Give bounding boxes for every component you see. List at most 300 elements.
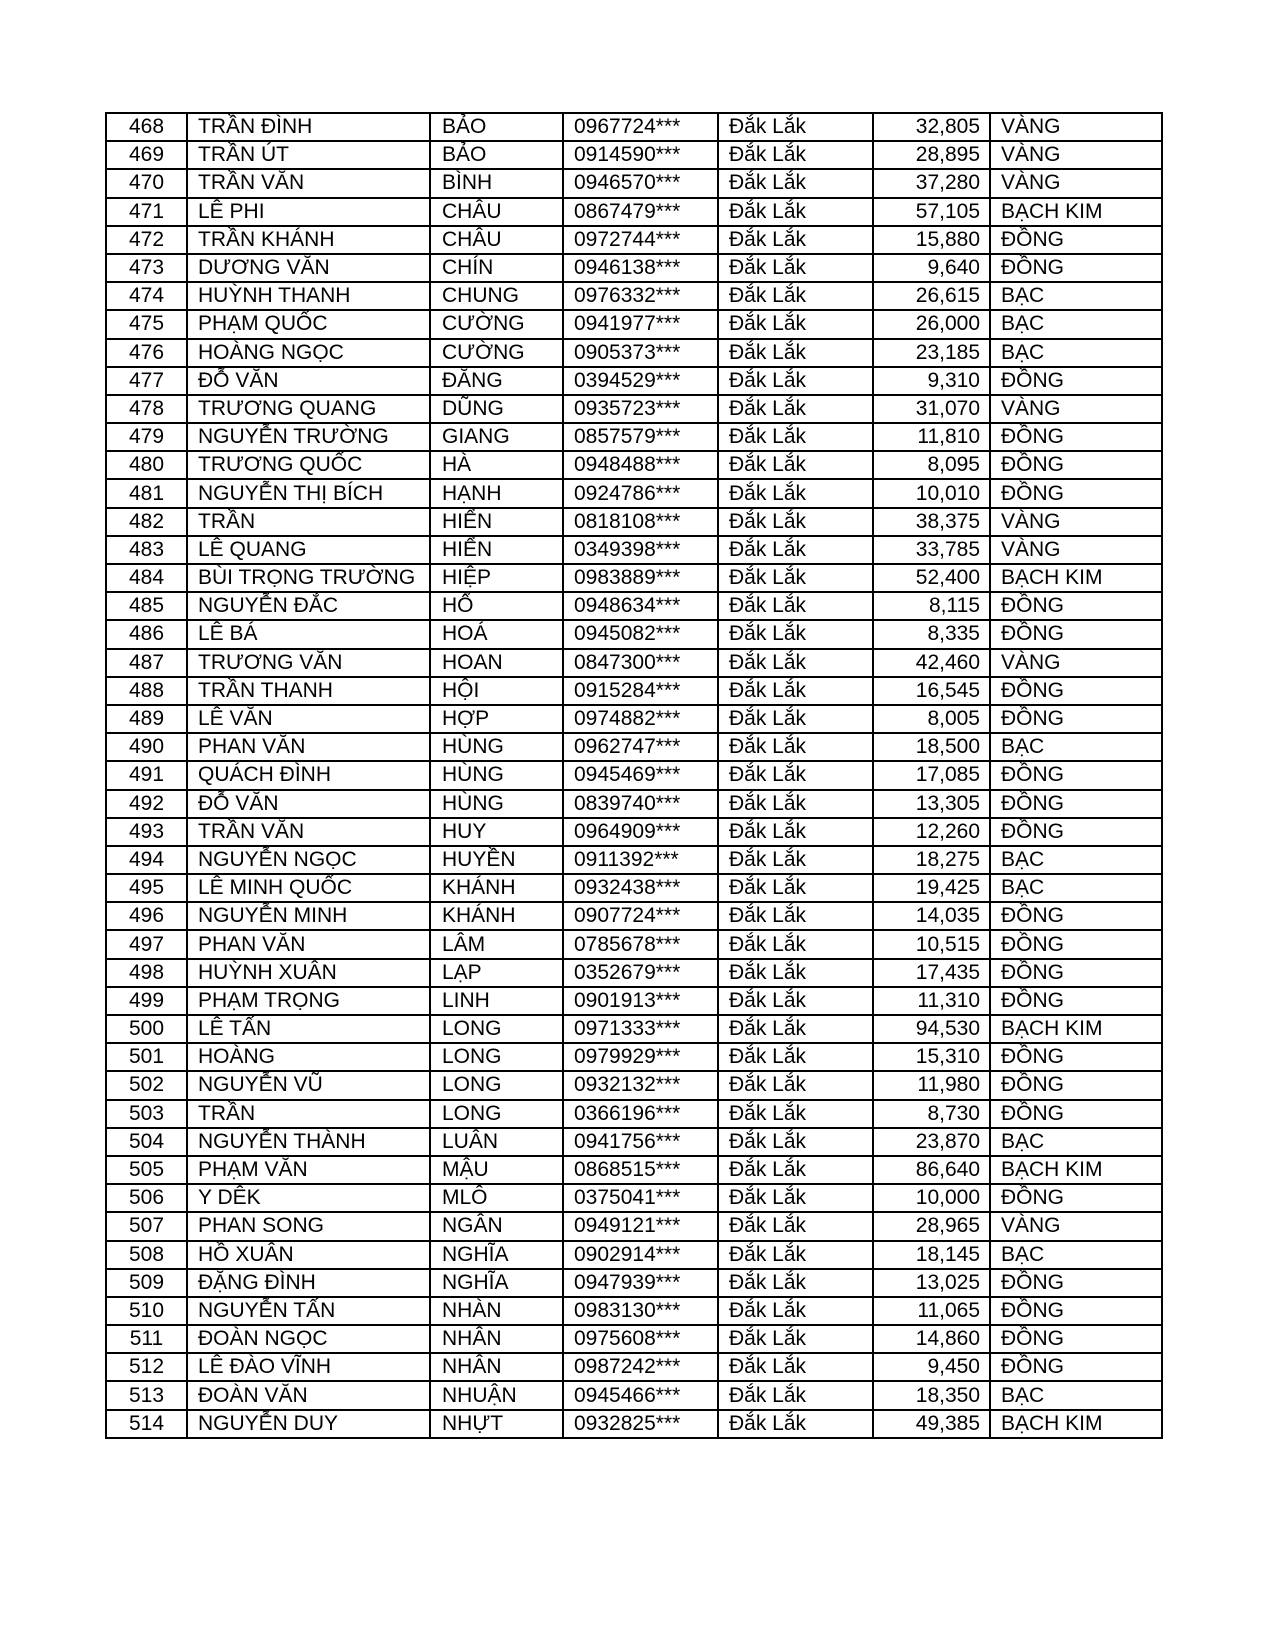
tier-cell: ĐỒNG bbox=[990, 987, 1162, 1015]
last-middle-name-cell: HOÀNG bbox=[187, 1043, 430, 1071]
phone-cell: 0964909*** bbox=[563, 818, 718, 846]
tier-cell: BẠC bbox=[990, 282, 1162, 310]
phone-cell: 0902914*** bbox=[563, 1241, 718, 1269]
table-row bbox=[106, 1015, 1162, 1043]
points-cell: 17,435 bbox=[873, 959, 990, 987]
province-cell: Đắk Lắk bbox=[718, 451, 873, 479]
tier-cell: BẠCH KIM bbox=[990, 564, 1162, 592]
tier-cell: BẠCH KIM bbox=[990, 1156, 1162, 1184]
first-name-cell: HUY bbox=[430, 818, 563, 846]
stt-cell: 474 bbox=[106, 282, 187, 310]
table-row bbox=[106, 1212, 1162, 1240]
tier-cell: BẠC bbox=[990, 874, 1162, 902]
table-row bbox=[106, 451, 1162, 479]
tier-cell: ĐỒNG bbox=[990, 705, 1162, 733]
phone-cell: 0932132*** bbox=[563, 1071, 718, 1099]
tier-cell: ĐỒNG bbox=[990, 423, 1162, 451]
phone-cell: 0901913*** bbox=[563, 987, 718, 1015]
tier-cell: ĐỒNG bbox=[990, 1353, 1162, 1381]
tier-cell: ĐỒNG bbox=[990, 818, 1162, 846]
stt-cell: 484 bbox=[106, 564, 187, 592]
first-name-cell: HẠNH bbox=[430, 479, 563, 507]
stt-cell: 503 bbox=[106, 1100, 187, 1128]
phone-cell: 0962747*** bbox=[563, 733, 718, 761]
first-name-cell: MẬU bbox=[430, 1156, 563, 1184]
phone-cell: 0915284*** bbox=[563, 677, 718, 705]
province-cell: Đắk Lắk bbox=[718, 479, 873, 507]
stt-cell: 495 bbox=[106, 874, 187, 902]
phone-cell: 0948488*** bbox=[563, 451, 718, 479]
last-middle-name-cell: BÙI TRỌNG TRƯỜNG bbox=[187, 564, 430, 592]
last-middle-name-cell: TRẦN bbox=[187, 508, 430, 536]
stt-cell: 500 bbox=[106, 1015, 187, 1043]
table-row bbox=[106, 113, 1162, 141]
table-row bbox=[106, 1071, 1162, 1099]
province-cell: Đắk Lắk bbox=[718, 1353, 873, 1381]
points-cell: 26,000 bbox=[873, 310, 990, 338]
points-cell: 26,615 bbox=[873, 282, 990, 310]
stt-cell: 493 bbox=[106, 818, 187, 846]
tier-cell: BẠC bbox=[990, 1241, 1162, 1269]
first-name-cell: LONG bbox=[430, 1071, 563, 1099]
tier-cell: BẠC bbox=[990, 310, 1162, 338]
province-cell: Đắk Lắk bbox=[718, 818, 873, 846]
first-name-cell: NGHĨA bbox=[430, 1269, 563, 1297]
first-name-cell: BẢO bbox=[430, 141, 563, 169]
points-cell: 57,105 bbox=[873, 198, 990, 226]
stt-cell: 485 bbox=[106, 592, 187, 620]
tier-cell: BẠC bbox=[990, 1381, 1162, 1409]
points-cell: 11,310 bbox=[873, 987, 990, 1015]
phone-cell: 0945469*** bbox=[563, 761, 718, 789]
table-row bbox=[106, 733, 1162, 761]
first-name-cell: NGHĨA bbox=[430, 1241, 563, 1269]
table-row bbox=[106, 1241, 1162, 1269]
points-cell: 8,335 bbox=[873, 620, 990, 648]
points-cell: 8,005 bbox=[873, 705, 990, 733]
first-name-cell: HỘI bbox=[430, 677, 563, 705]
points-cell: 32,805 bbox=[873, 113, 990, 141]
phone-cell: 0857579*** bbox=[563, 423, 718, 451]
points-cell: 18,500 bbox=[873, 733, 990, 761]
phone-cell: 0914590*** bbox=[563, 141, 718, 169]
province-cell: Đắk Lắk bbox=[718, 423, 873, 451]
last-middle-name-cell: LÊ BÁ bbox=[187, 620, 430, 648]
last-middle-name-cell: NGUYỄN TRƯỜNG bbox=[187, 423, 430, 451]
stt-cell: 475 bbox=[106, 310, 187, 338]
stt-cell: 473 bbox=[106, 254, 187, 282]
phone-cell: 0974882*** bbox=[563, 705, 718, 733]
points-cell: 10,000 bbox=[873, 1184, 990, 1212]
table-row bbox=[106, 1043, 1162, 1071]
stt-cell: 498 bbox=[106, 959, 187, 987]
last-middle-name-cell: PHAN VĂN bbox=[187, 733, 430, 761]
phone-cell: 0949121*** bbox=[563, 1212, 718, 1240]
province-cell: Đắk Lắk bbox=[718, 536, 873, 564]
tier-cell: ĐỒNG bbox=[990, 1043, 1162, 1071]
first-name-cell: LUÂN bbox=[430, 1128, 563, 1156]
last-middle-name-cell: PHẠM VĂN bbox=[187, 1156, 430, 1184]
first-name-cell: MLÔ bbox=[430, 1184, 563, 1212]
stt-cell: 491 bbox=[106, 761, 187, 789]
province-cell: Đắk Lắk bbox=[718, 959, 873, 987]
phone-cell: 0785678*** bbox=[563, 930, 718, 958]
phone-cell: 0932825*** bbox=[563, 1410, 718, 1438]
points-cell: 18,275 bbox=[873, 846, 990, 874]
last-middle-name-cell: LÊ QUANG bbox=[187, 536, 430, 564]
last-middle-name-cell: NGUYỄN DUY bbox=[187, 1410, 430, 1438]
province-cell: Đắk Lắk bbox=[718, 1410, 873, 1438]
province-cell: Đắk Lắk bbox=[718, 1043, 873, 1071]
first-name-cell: LẠP bbox=[430, 959, 563, 987]
table-row bbox=[106, 564, 1162, 592]
tier-cell: BẠCH KIM bbox=[990, 1015, 1162, 1043]
tier-cell: ĐỒNG bbox=[990, 367, 1162, 395]
tier-cell: ĐỒNG bbox=[990, 930, 1162, 958]
stt-cell: 481 bbox=[106, 479, 187, 507]
table-row bbox=[106, 705, 1162, 733]
phone-cell: 0946570*** bbox=[563, 169, 718, 197]
phone-cell: 0905373*** bbox=[563, 339, 718, 367]
first-name-cell: HÙNG bbox=[430, 761, 563, 789]
first-name-cell: CHÍN bbox=[430, 254, 563, 282]
province-cell: Đắk Lắk bbox=[718, 1241, 873, 1269]
stt-cell: 506 bbox=[106, 1184, 187, 1212]
points-cell: 10,515 bbox=[873, 930, 990, 958]
stt-cell: 476 bbox=[106, 339, 187, 367]
last-middle-name-cell: QUÁCH ĐÌNH bbox=[187, 761, 430, 789]
table-row bbox=[106, 959, 1162, 987]
tier-cell: ĐỒNG bbox=[990, 1100, 1162, 1128]
points-cell: 9,640 bbox=[873, 254, 990, 282]
stt-cell: 470 bbox=[106, 169, 187, 197]
tier-cell: ĐỒNG bbox=[990, 1297, 1162, 1325]
points-cell: 37,280 bbox=[873, 169, 990, 197]
table-row bbox=[106, 1184, 1162, 1212]
table-row bbox=[106, 902, 1162, 930]
points-cell: 8,115 bbox=[873, 592, 990, 620]
stt-cell: 472 bbox=[106, 226, 187, 254]
phone-cell: 0394529*** bbox=[563, 367, 718, 395]
first-name-cell: DŨNG bbox=[430, 395, 563, 423]
points-cell: 11,810 bbox=[873, 423, 990, 451]
points-cell: 10,010 bbox=[873, 479, 990, 507]
last-middle-name-cell: HUỲNH XUÂN bbox=[187, 959, 430, 987]
tier-cell: BẠC bbox=[990, 339, 1162, 367]
phone-cell: 0818108*** bbox=[563, 508, 718, 536]
last-middle-name-cell: HỒ XUÂN bbox=[187, 1241, 430, 1269]
province-cell: Đắk Lắk bbox=[718, 930, 873, 958]
table-row bbox=[106, 620, 1162, 648]
points-cell: 31,070 bbox=[873, 395, 990, 423]
table-row bbox=[106, 1381, 1162, 1409]
first-name-cell: BẢO bbox=[430, 113, 563, 141]
last-middle-name-cell: TRẦN KHÁNH bbox=[187, 226, 430, 254]
points-cell: 38,375 bbox=[873, 508, 990, 536]
table-row bbox=[106, 761, 1162, 789]
first-name-cell: HIỂN bbox=[430, 536, 563, 564]
points-cell: 13,025 bbox=[873, 1269, 990, 1297]
table-row bbox=[106, 310, 1162, 338]
table-row bbox=[106, 874, 1162, 902]
table-row bbox=[106, 395, 1162, 423]
first-name-cell: NHUẬN bbox=[430, 1381, 563, 1409]
province-cell: Đắk Lắk bbox=[718, 113, 873, 141]
last-middle-name-cell: TRƯƠNG QUỐC bbox=[187, 451, 430, 479]
province-cell: Đắk Lắk bbox=[718, 874, 873, 902]
last-middle-name-cell: NGUYỄN NGỌC bbox=[187, 846, 430, 874]
table-row bbox=[106, 1128, 1162, 1156]
table-row bbox=[106, 790, 1162, 818]
stt-cell: 505 bbox=[106, 1156, 187, 1184]
phone-cell: 0907724*** bbox=[563, 902, 718, 930]
points-cell: 49,385 bbox=[873, 1410, 990, 1438]
stt-cell: 512 bbox=[106, 1353, 187, 1381]
last-middle-name-cell: ĐỖ VĂN bbox=[187, 367, 430, 395]
table-row bbox=[106, 1156, 1162, 1184]
tier-cell: ĐỒNG bbox=[990, 1269, 1162, 1297]
last-middle-name-cell: ĐẶNG ĐÌNH bbox=[187, 1269, 430, 1297]
points-cell: 15,310 bbox=[873, 1043, 990, 1071]
tier-cell: ĐỒNG bbox=[990, 254, 1162, 282]
province-cell: Đắk Lắk bbox=[718, 987, 873, 1015]
phone-cell: 0352679*** bbox=[563, 959, 718, 987]
tier-cell: BẠCH KIM bbox=[990, 1410, 1162, 1438]
tier-cell: VÀNG bbox=[990, 169, 1162, 197]
stt-cell: 513 bbox=[106, 1381, 187, 1409]
last-middle-name-cell: LÊ PHI bbox=[187, 198, 430, 226]
last-middle-name-cell: NGUYỄN MINH bbox=[187, 902, 430, 930]
points-cell: 9,310 bbox=[873, 367, 990, 395]
phone-cell: 0983130*** bbox=[563, 1297, 718, 1325]
last-middle-name-cell: ĐOÀN VĂN bbox=[187, 1381, 430, 1409]
stt-cell: 483 bbox=[106, 536, 187, 564]
phone-cell: 0839740*** bbox=[563, 790, 718, 818]
first-name-cell: ĐĂNG bbox=[430, 367, 563, 395]
table-row bbox=[106, 1100, 1162, 1128]
tier-cell: ĐỒNG bbox=[990, 761, 1162, 789]
first-name-cell: BÌNH bbox=[430, 169, 563, 197]
stt-cell: 469 bbox=[106, 141, 187, 169]
tier-cell: ĐỒNG bbox=[990, 959, 1162, 987]
last-middle-name-cell: DƯƠNG VĂN bbox=[187, 254, 430, 282]
stt-cell: 479 bbox=[106, 423, 187, 451]
tier-cell: BẠC bbox=[990, 846, 1162, 874]
phone-cell: 0935723*** bbox=[563, 395, 718, 423]
province-cell: Đắk Lắk bbox=[718, 254, 873, 282]
first-name-cell: NHÂN bbox=[430, 1325, 563, 1353]
phone-cell: 0924786*** bbox=[563, 479, 718, 507]
points-cell: 15,880 bbox=[873, 226, 990, 254]
table-row bbox=[106, 536, 1162, 564]
points-cell: 8,095 bbox=[873, 451, 990, 479]
last-middle-name-cell: PHẠM QUỐC bbox=[187, 310, 430, 338]
member-table-body bbox=[106, 113, 1162, 1438]
stt-cell: 490 bbox=[106, 733, 187, 761]
province-cell: Đắk Lắk bbox=[718, 1100, 873, 1128]
points-cell: 33,785 bbox=[873, 536, 990, 564]
stt-cell: 499 bbox=[106, 987, 187, 1015]
stt-cell: 488 bbox=[106, 677, 187, 705]
last-middle-name-cell: TRẦN VĂN bbox=[187, 818, 430, 846]
tier-cell: ĐỒNG bbox=[990, 677, 1162, 705]
province-cell: Đắk Lắk bbox=[718, 226, 873, 254]
stt-cell: 504 bbox=[106, 1128, 187, 1156]
last-middle-name-cell: LÊ MINH QUỐC bbox=[187, 874, 430, 902]
last-middle-name-cell: PHAN VĂN bbox=[187, 930, 430, 958]
points-cell: 42,460 bbox=[873, 649, 990, 677]
first-name-cell: LONG bbox=[430, 1100, 563, 1128]
province-cell: Đắk Lắk bbox=[718, 1071, 873, 1099]
points-cell: 18,350 bbox=[873, 1381, 990, 1409]
points-cell: 12,260 bbox=[873, 818, 990, 846]
phone-cell: 0948634*** bbox=[563, 592, 718, 620]
points-cell: 18,145 bbox=[873, 1241, 990, 1269]
stt-cell: 510 bbox=[106, 1297, 187, 1325]
points-cell: 14,860 bbox=[873, 1325, 990, 1353]
stt-cell: 480 bbox=[106, 451, 187, 479]
first-name-cell: CHÂU bbox=[430, 198, 563, 226]
tier-cell: ĐỒNG bbox=[990, 451, 1162, 479]
phone-cell: 0911392*** bbox=[563, 846, 718, 874]
province-cell: Đắk Lắk bbox=[718, 564, 873, 592]
province-cell: Đắk Lắk bbox=[718, 198, 873, 226]
phone-cell: 0975608*** bbox=[563, 1325, 718, 1353]
stt-cell: 494 bbox=[106, 846, 187, 874]
stt-cell: 507 bbox=[106, 1212, 187, 1240]
stt-cell: 486 bbox=[106, 620, 187, 648]
points-cell: 28,965 bbox=[873, 1212, 990, 1240]
phone-cell: 0941977*** bbox=[563, 310, 718, 338]
table-row bbox=[106, 508, 1162, 536]
table-row bbox=[106, 930, 1162, 958]
phone-cell: 0945466*** bbox=[563, 1381, 718, 1409]
province-cell: Đắk Lắk bbox=[718, 310, 873, 338]
province-cell: Đắk Lắk bbox=[718, 339, 873, 367]
last-middle-name-cell: NGUYỄN VŨ bbox=[187, 1071, 430, 1099]
stt-cell: 471 bbox=[106, 198, 187, 226]
stt-cell: 489 bbox=[106, 705, 187, 733]
last-middle-name-cell: ĐỖ VĂN bbox=[187, 790, 430, 818]
stt-cell: 487 bbox=[106, 649, 187, 677]
tier-cell: ĐỒNG bbox=[990, 1184, 1162, 1212]
stt-cell: 497 bbox=[106, 930, 187, 958]
province-cell: Đắk Lắk bbox=[718, 620, 873, 648]
province-cell: Đắk Lắk bbox=[718, 1212, 873, 1240]
province-cell: Đắk Lắk bbox=[718, 677, 873, 705]
phone-cell: 0979929*** bbox=[563, 1043, 718, 1071]
phone-cell: 0867479*** bbox=[563, 198, 718, 226]
last-middle-name-cell: LÊ VĂN bbox=[187, 705, 430, 733]
last-middle-name-cell: TRẦN VĂN bbox=[187, 169, 430, 197]
stt-cell: 478 bbox=[106, 395, 187, 423]
tier-cell: VÀNG bbox=[990, 1212, 1162, 1240]
first-name-cell: LONG bbox=[430, 1015, 563, 1043]
last-middle-name-cell: NGUYỄN THỊ BÍCH bbox=[187, 479, 430, 507]
tier-cell: VÀNG bbox=[990, 141, 1162, 169]
points-cell: 9,450 bbox=[873, 1353, 990, 1381]
table-row bbox=[106, 367, 1162, 395]
phone-cell: 0375041*** bbox=[563, 1184, 718, 1212]
province-cell: Đắk Lắk bbox=[718, 902, 873, 930]
points-cell: 11,065 bbox=[873, 1297, 990, 1325]
tier-cell: BẠC bbox=[990, 733, 1162, 761]
first-name-cell: KHÁNH bbox=[430, 874, 563, 902]
phone-cell: 0868515*** bbox=[563, 1156, 718, 1184]
points-cell: 19,425 bbox=[873, 874, 990, 902]
province-cell: Đắk Lắk bbox=[718, 1015, 873, 1043]
province-cell: Đắk Lắk bbox=[718, 592, 873, 620]
tier-cell: ĐỒNG bbox=[990, 790, 1162, 818]
tier-cell: BẠCH KIM bbox=[990, 198, 1162, 226]
table-row bbox=[106, 592, 1162, 620]
province-cell: Đắk Lắk bbox=[718, 367, 873, 395]
tier-cell: ĐỒNG bbox=[990, 1325, 1162, 1353]
table-row bbox=[106, 254, 1162, 282]
first-name-cell: CƯỜNG bbox=[430, 339, 563, 367]
first-name-cell: HÙNG bbox=[430, 733, 563, 761]
phone-cell: 0947939*** bbox=[563, 1269, 718, 1297]
phone-cell: 0987242*** bbox=[563, 1353, 718, 1381]
last-middle-name-cell: NGUYỄN TẤN bbox=[187, 1297, 430, 1325]
first-name-cell: HÙNG bbox=[430, 790, 563, 818]
table-row bbox=[106, 1410, 1162, 1438]
last-middle-name-cell: PHẠM TRỌNG bbox=[187, 987, 430, 1015]
province-cell: Đắk Lắk bbox=[718, 1269, 873, 1297]
province-cell: Đắk Lắk bbox=[718, 282, 873, 310]
last-middle-name-cell: LÊ ĐÀO VĨNH bbox=[187, 1353, 430, 1381]
province-cell: Đắk Lắk bbox=[718, 761, 873, 789]
tier-cell: VÀNG bbox=[990, 649, 1162, 677]
table-row bbox=[106, 339, 1162, 367]
first-name-cell: CƯỜNG bbox=[430, 310, 563, 338]
table-row bbox=[106, 846, 1162, 874]
tier-cell: VÀNG bbox=[990, 536, 1162, 564]
stt-cell: 496 bbox=[106, 902, 187, 930]
table-row bbox=[106, 198, 1162, 226]
stt-cell: 501 bbox=[106, 1043, 187, 1071]
phone-cell: 0945082*** bbox=[563, 620, 718, 648]
first-name-cell: HIỆP bbox=[430, 564, 563, 592]
last-middle-name-cell: ĐOÀN NGỌC bbox=[187, 1325, 430, 1353]
phone-cell: 0967724*** bbox=[563, 113, 718, 141]
table-row bbox=[106, 1353, 1162, 1381]
tier-cell: ĐỒNG bbox=[990, 620, 1162, 648]
table-row bbox=[106, 226, 1162, 254]
phone-cell: 0932438*** bbox=[563, 874, 718, 902]
first-name-cell: HÀ bbox=[430, 451, 563, 479]
table-row bbox=[106, 479, 1162, 507]
last-middle-name-cell: TRẦN ĐÌNH bbox=[187, 113, 430, 141]
first-name-cell: HOAN bbox=[430, 649, 563, 677]
province-cell: Đắk Lắk bbox=[718, 1325, 873, 1353]
member-table bbox=[105, 112, 1163, 1439]
points-cell: 14,035 bbox=[873, 902, 990, 930]
points-cell: 17,085 bbox=[873, 761, 990, 789]
table-row bbox=[106, 423, 1162, 451]
phone-cell: 0972744*** bbox=[563, 226, 718, 254]
tier-cell: VÀNG bbox=[990, 113, 1162, 141]
phone-cell: 0983889*** bbox=[563, 564, 718, 592]
last-middle-name-cell: LÊ TẤN bbox=[187, 1015, 430, 1043]
province-cell: Đắk Lắk bbox=[718, 790, 873, 818]
first-name-cell: LONG bbox=[430, 1043, 563, 1071]
province-cell: Đắk Lắk bbox=[718, 733, 873, 761]
first-name-cell: NHÂN bbox=[430, 1353, 563, 1381]
points-cell: 16,545 bbox=[873, 677, 990, 705]
table-row bbox=[106, 1325, 1162, 1353]
phone-cell: 0366196*** bbox=[563, 1100, 718, 1128]
